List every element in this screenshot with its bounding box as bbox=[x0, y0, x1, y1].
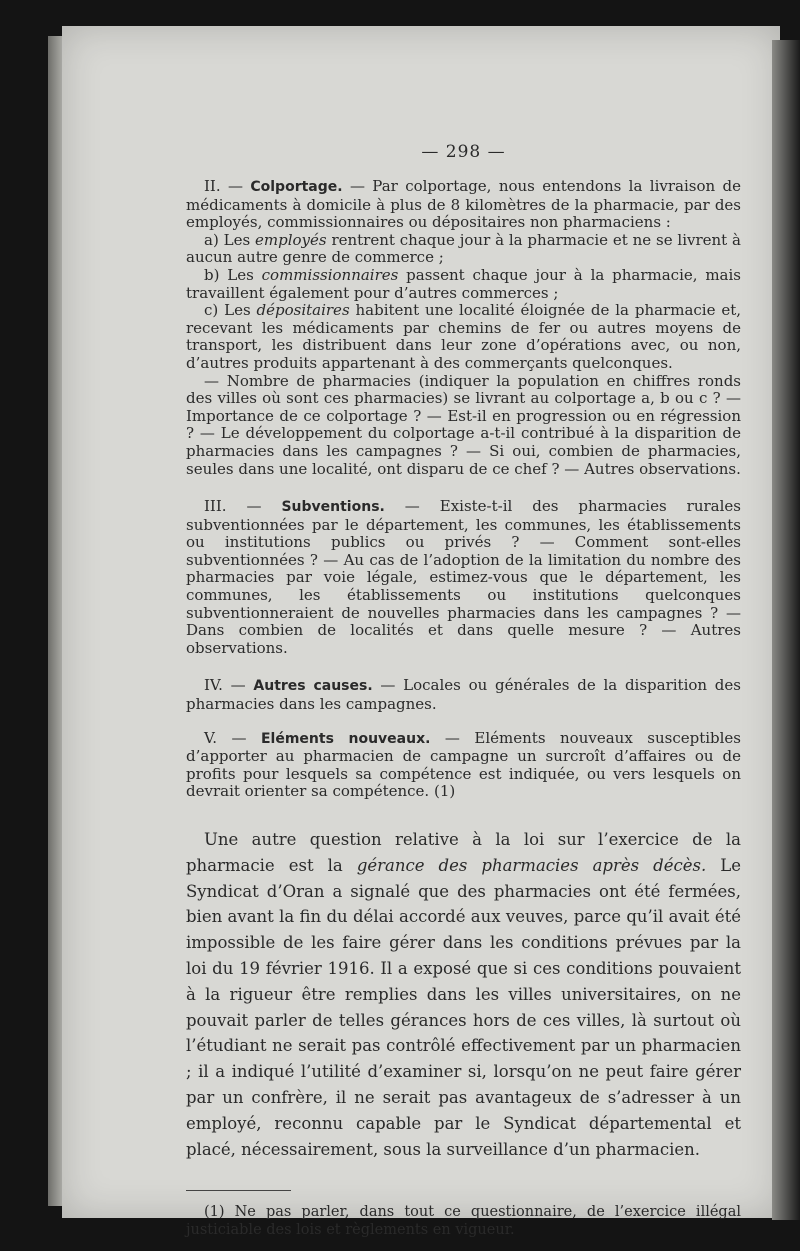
footnote-text: (1) Ne pas parler, dans tout ce questionnaire, de l’exercice illégal justiciable des lois et règlements en vigueur. bbox=[186, 1204, 741, 1239]
section-text: — Locales ou générales de la disparition des pharmacies dans les campagnes. bbox=[186, 676, 741, 714]
item-a-term: employés bbox=[255, 230, 327, 249]
section-autres-causes bbox=[186, 677, 741, 713]
section-text: — Existe-t-il des pharmacies rurales subventionnées par le département, les communes, les établissements ou institutions publics ou privés ? — Comment sont-elles subventionnées ? — Au cas de l’adoption de la limitation du nombre des pharmacies par voie légale, estimez-vous que le département, les communes, les établissements ou institutions quelconques subventionneraient de nouvelles pharmacies dans les campagnes ? — Dans combien de localités et dans quelle mesure ? — Autres observations. bbox=[186, 497, 741, 657]
section-title: Colportage. bbox=[250, 179, 343, 195]
section-numeral: III. — bbox=[204, 497, 282, 516]
section-numeral: IV. — bbox=[204, 676, 254, 695]
body-italic: gérance des pharmacies après décès. bbox=[356, 855, 707, 875]
body-paragraph bbox=[186, 827, 741, 1162]
item-a-prefix: a) Les bbox=[204, 230, 256, 249]
section-subventions bbox=[186, 498, 741, 657]
section-numeral: V. — bbox=[204, 728, 261, 747]
binding-shadow bbox=[772, 40, 800, 1220]
body-part1: Une autre question relative à la loi sur l’exercice de la pharmacie est la bbox=[186, 830, 741, 875]
item-b-text: passent chaque jour à la pharmacie, mais travaillent également pour d’autres commerces ; bbox=[186, 265, 741, 302]
section-title: Eléments nouveaux. bbox=[260, 730, 431, 747]
section-title: Subventions. bbox=[281, 499, 385, 516]
item-b-prefix: b) Les bbox=[204, 265, 262, 284]
section-intro: — Par colportage, nous entendons la livraison de médicaments à domicile à plus de 8 kilomètres de la pharmacie, par des employés, commissionnaires ou dépositaires non pharmaciens : bbox=[186, 177, 741, 232]
section-elements-nouveaux bbox=[186, 730, 741, 801]
page-content bbox=[186, 142, 741, 1239]
section-text: — Eléments nouveaux susceptibles d’apporter au pharmacien de campagne un surcroît d’affaires ou de profits pour lesquels sa compétence est indiquée, ou vers lesquels on devrait orienter sa compétence. (1) bbox=[186, 728, 742, 801]
item-c-prefix: c) Les bbox=[204, 301, 257, 320]
section-colportage bbox=[186, 178, 741, 478]
item-c-term: dépositaires bbox=[256, 301, 350, 320]
item-c-text: habitent une localité éloignée de la pharmacie et, recevant les médicaments par chemins de fer ou autres moyens de transport, les distribuent dans leur zone d’opérations avec, ou non, d’autres produits appartenant à des commerçants quelconques. bbox=[186, 301, 742, 372]
colportage-questions: — Nombre de pharmacies (indiquer la population en chiffres ronds des villes où sont ces pharmacies) se livrant au colportage a, b ou c ? — Importance de ce colportage ? — Est-il en progression ou en régression ? — Le développement du colportage a-t-il contribué à la disparition de pharmacies dans les campagnes ? — Si oui, combien de pharmacies, seules dans une localité, ont disparu de ce chef ? — Autres observations. bbox=[186, 371, 741, 478]
section-title: Autres causes. bbox=[253, 678, 373, 695]
page-number: — 298 — bbox=[421, 142, 506, 162]
body-part2: Le Syndicat d’Oran a signalé que des pharmacies ont été fermées, bien avant la fin du délai accordé aux veuves, parce qu’il avait été impossible de les faire gérer dans les conditions prévues par la loi du 19 février 1916. Il a exposé que si ces conditions pouvaient à la rigueur être remplies dans les villes universitaires, on ne pouvait parler de telles gérances hors de ces villes, là surtout où l’étudiant ne serait pas contrôlé effectivement par un pharmacien ; il a indiqué l’utilité d’examiner si, lorsqu’on ne peut faire gérer par un confrère, il ne serait pas avantageux de s’adresser à un employé, reconnu capable par le Syndicat départemental et placé, nécessairement, sous la surveillance d’un pharmacien. bbox=[186, 855, 741, 1159]
footnote-rule bbox=[186, 1190, 291, 1191]
item-a-text: rentrent chaque jour à la pharmacie et ne se livrent à aucun autre genre de commerce ; bbox=[186, 230, 741, 267]
body-paragraph-block bbox=[186, 827, 741, 1162]
section-numeral: II. — bbox=[204, 177, 251, 195]
item-b-term: commissionnaires bbox=[261, 265, 399, 284]
footnote bbox=[186, 1203, 741, 1239]
